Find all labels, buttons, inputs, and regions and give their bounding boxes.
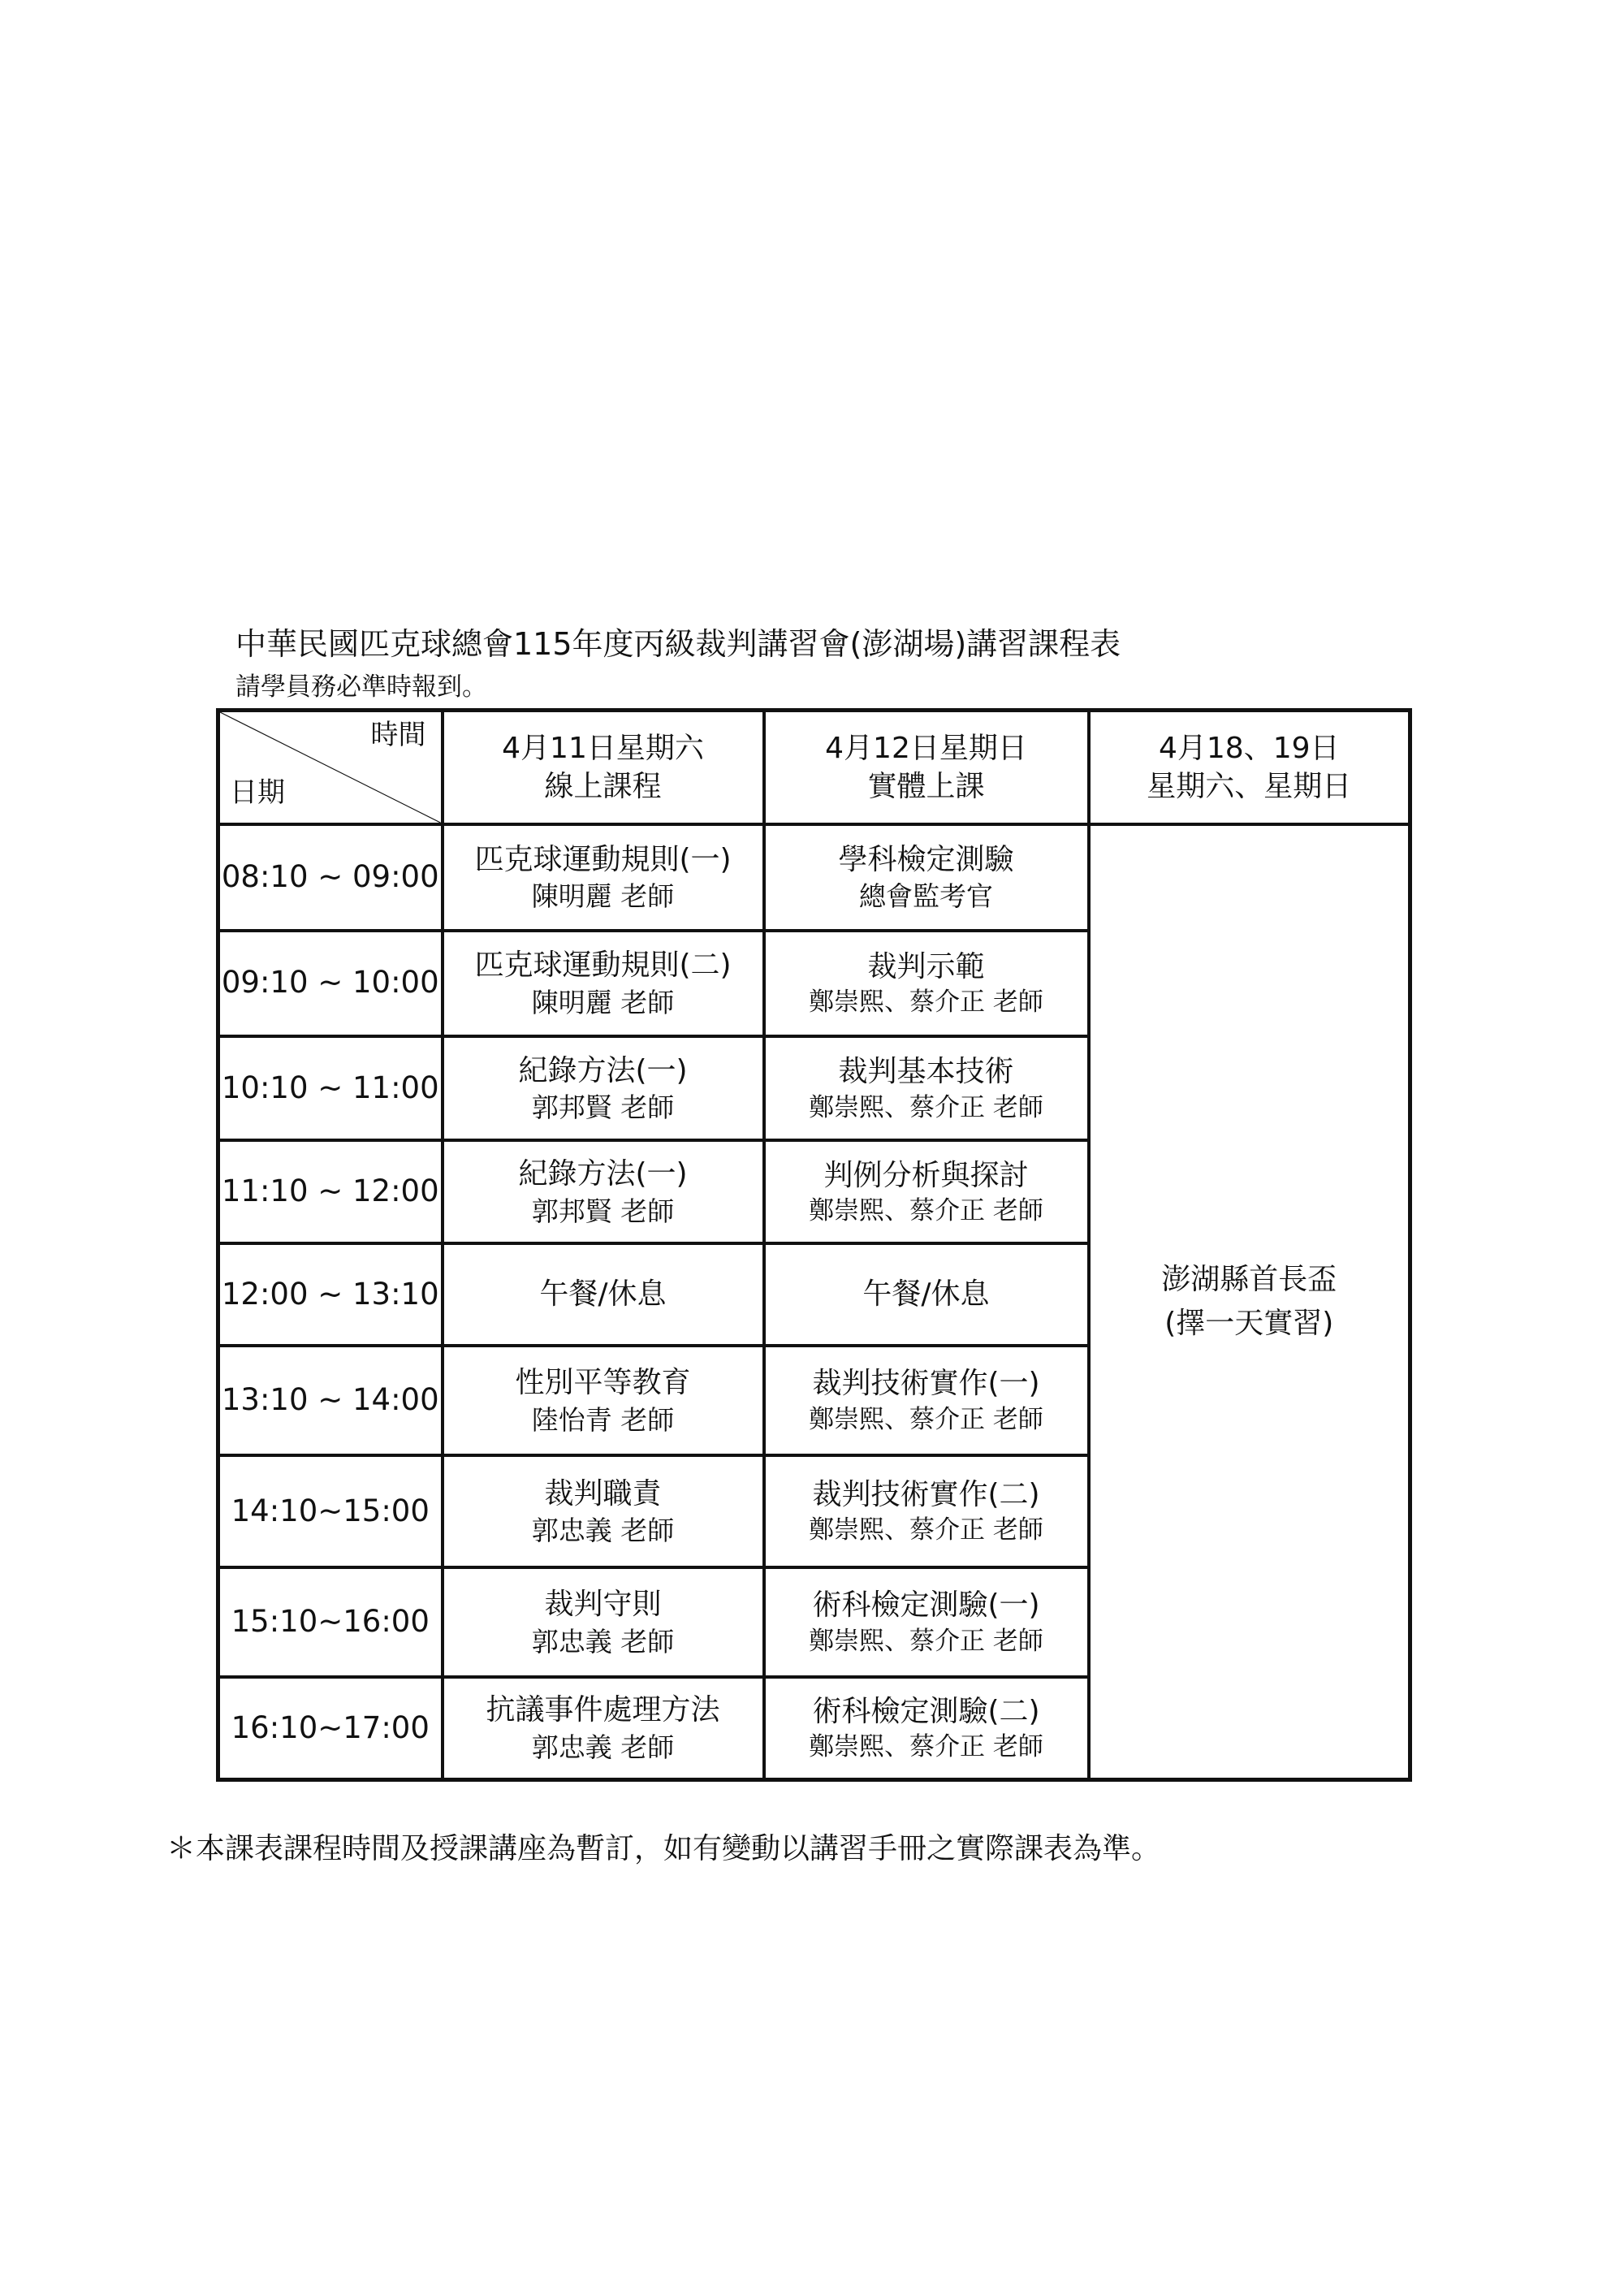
course-title: 術科檢定測驗(一): [812, 1588, 1040, 1623]
course-teacher: 鄭崇熙、蔡介正 老師: [809, 1626, 1043, 1656]
practicum-title: 澎湖縣首長盃: [1161, 1263, 1337, 1297]
time-cell: 13:10 ~ 14:00: [218, 1346, 443, 1455]
course-title: 裁判示範: [867, 949, 985, 983]
time-cell: 09:10 ~ 10:00: [218, 931, 443, 1036]
page-subtitle: 請學員務必準時報到。: [235, 672, 487, 702]
course-cell-apr11: [443, 931, 764, 1036]
course-title: 術科檢定測驗(二): [812, 1694, 1040, 1728]
practicum-cell: [1089, 824, 1410, 1779]
course-cell-apr11: [443, 824, 764, 930]
course-title: 學科檢定測驗: [838, 842, 1014, 876]
course-teacher: 郭忠義 老師: [531, 1731, 675, 1763]
column-mode: 星期六、星期日: [1147, 770, 1352, 804]
course-cell-apr11: [443, 1036, 764, 1140]
practicum-note: (擇一天實習): [1164, 1307, 1334, 1341]
course-cell-apr11: [443, 1140, 764, 1243]
time-cell: 11:10 ~ 12:00: [218, 1140, 443, 1243]
footnote: ＊本課表課程時間及授課講座為暫訂，如有變動以講習手冊之實際課表為準。: [166, 1832, 1161, 1865]
course-title: 裁判技術實作(一): [812, 1367, 1040, 1401]
column-date: 4月11日星期六: [502, 731, 704, 765]
column-mode: 實體上課: [867, 770, 985, 804]
table-row: [218, 824, 1410, 930]
course-teacher: 總會監考官: [859, 880, 993, 913]
lunch-cell-apr12: 午餐/休息: [764, 1243, 1089, 1346]
course-title: 抗議事件處理方法: [486, 1693, 720, 1727]
course-title: 匹克球運動規則(二): [474, 949, 732, 983]
course-cell-apr11: [443, 1346, 764, 1455]
course-cell-apr12: [764, 1346, 1089, 1455]
course-title: 裁判守則: [544, 1588, 662, 1622]
course-teacher: 郭邦賢 老師: [531, 1195, 675, 1227]
corner-date-label: 日期: [230, 776, 285, 810]
course-title: 紀錄方法(一): [518, 1053, 688, 1087]
course-cell-apr12: [764, 1455, 1089, 1568]
corner-time-label: 時間: [370, 719, 426, 751]
course-title: 裁判基本技術: [838, 1055, 1014, 1089]
course-cell-apr11: [443, 1455, 764, 1568]
header-row: [218, 711, 1410, 825]
column-header-apr12: [764, 711, 1089, 825]
course-cell-apr12: [764, 824, 1089, 930]
course-cell-apr12: [764, 1036, 1089, 1140]
time-cell: 16:10~17:00: [218, 1677, 443, 1780]
column-date: 4月12日星期日: [825, 731, 1027, 765]
course-teacher: 鄭崇熙、蔡介正 老師: [809, 988, 1043, 1018]
course-title: 裁判職責: [544, 1476, 662, 1511]
course-teacher: 陳明麗 老師: [531, 880, 675, 913]
course-title: 裁判技術實作(二): [812, 1477, 1040, 1511]
course-cell-apr12: [764, 1567, 1089, 1677]
course-title: 匹克球運動規則(一): [474, 842, 732, 876]
time-cell: 15:10~16:00: [218, 1567, 443, 1677]
course-teacher: 陳明麗 老師: [531, 986, 675, 1018]
time-cell: 14:10~15:00: [218, 1455, 443, 1568]
column-date: 4月18、19日: [1158, 731, 1340, 765]
course-title: 紀錄方法(一): [518, 1157, 688, 1191]
time-cell: 12:00 ~ 13:10: [218, 1243, 443, 1346]
column-mode: 線上課程: [544, 770, 662, 804]
page-title: 中華民國匹克球總會115年度丙級裁判講習會(澎湖場)講習課程表: [235, 626, 1121, 662]
schedule-table: [216, 708, 1412, 1782]
course-cell-apr11: [443, 1567, 764, 1677]
course-teacher: 鄭崇熙、蔡介正 老師: [809, 1196, 1043, 1226]
course-cell-apr12: [764, 931, 1089, 1036]
corner-header-cell: [218, 711, 443, 825]
lunch-cell-apr11: 午餐/休息: [443, 1243, 764, 1346]
course-teacher: 鄭崇熙、蔡介正 老師: [809, 1092, 1043, 1122]
course-teacher: 郭忠義 老師: [531, 1515, 675, 1547]
course-title: 判例分析與探討: [823, 1158, 1029, 1192]
course-cell-apr12: [764, 1140, 1089, 1243]
time-cell: 10:10 ~ 11:00: [218, 1036, 443, 1140]
column-header-apr11: [443, 711, 764, 825]
course-teacher: 鄭崇熙、蔡介正 老師: [809, 1404, 1043, 1434]
course-cell-apr12: [764, 1677, 1089, 1780]
course-teacher: 鄭崇熙、蔡介正 老師: [809, 1515, 1043, 1545]
course-title: 性別平等教育: [515, 1366, 691, 1400]
course-teacher: 郭邦賢 老師: [531, 1091, 675, 1124]
course-cell-apr11: [443, 1677, 764, 1780]
course-teacher: 郭忠義 老師: [531, 1625, 675, 1658]
column-header-apr18-19: [1089, 711, 1410, 825]
course-teacher: 陸怡青 老師: [531, 1403, 675, 1436]
time-cell: 08:10 ~ 09:00: [218, 824, 443, 930]
course-teacher: 鄭崇熙、蔡介正 老師: [809, 1732, 1043, 1762]
